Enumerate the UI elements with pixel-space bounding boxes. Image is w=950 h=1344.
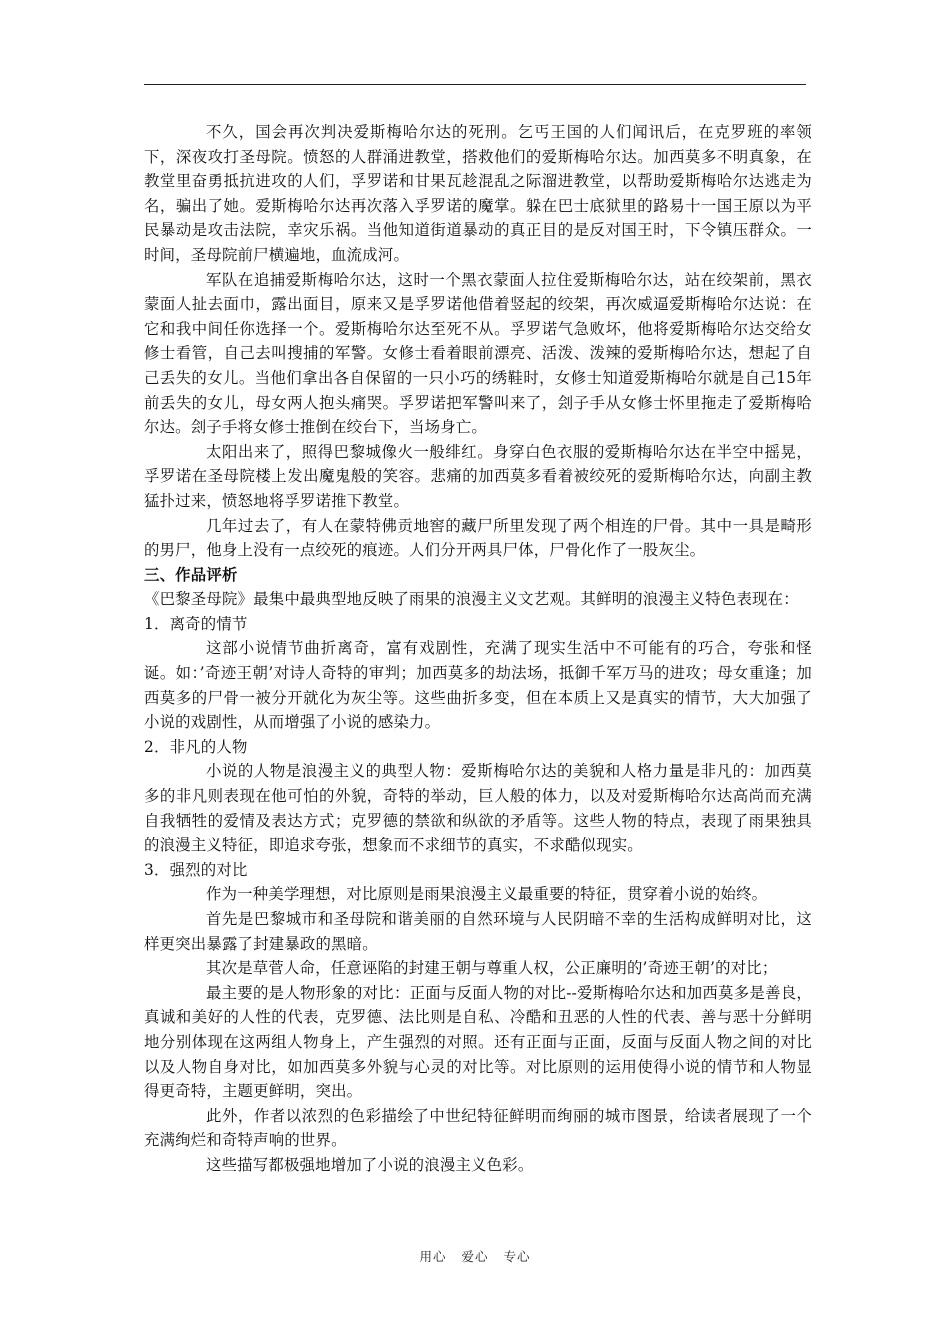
paragraph: 最主要的是人物形象的对比：正面与反面人物的对比--爱斯梅哈尔达和加西莫多是善良，真诚和美好的人性的代表，克罗德、法比则是自私、冷酷和丑恶的人性的代表、善与恶十分鲜明地分别体现在这两组人物身上，产生强烈的对照。还有正面与正面，反面与反面人物之间的对比以及人物自身对比，如加西莫多外貌与心灵的对比等。对比原则的运用使得小说的情节和人物显得更奇特，主题更鲜明，突出。 bbox=[144, 983, 812, 1101]
page-footer: 用心 爱心 专心 bbox=[419, 1249, 531, 1264]
subsection-title: 1．离奇的情节 bbox=[144, 614, 248, 633]
paragraph: 军队在追捕爱斯梅哈尔达，这时一个黑衣蒙面人拉住爱斯梅哈尔达，站在绞架前，黑衣蒙面人扯去面巾，露出面目，原来又是孚罗诺他借着竖起的绞架，再次威逼爱斯梅哈尔达说：在它和我中间任你选择一个。爱斯梅哈尔达至死不从。孚罗诺气急败坏，他将爱斯梅哈尔达交给女修士看管，自己去叫搜捕的军警。女修士看着眼前漂亮、活泼、泼辣的爱斯梅哈尔达，想起了自己丢失的女儿。当他们拿出各自保留的一只小巧的绣鞋时，女修士知道爱斯梅哈尔就是自己15年前丢失的女儿，母女两人抱头痛哭。孚罗诺把军警叫来了，刽子手从女修士怀里拖走了爱斯梅哈尔达。刽子手将女修士推倒在绞台下，当场身亡。 bbox=[144, 270, 812, 437]
section-intro: 《巴黎圣母院》最集中最典型地反映了雨果的浪漫主义文艺观。其鲜明的浪漫主义特色表现在： bbox=[144, 590, 799, 609]
paragraph: 几年过去了，有人在蒙特佛贡地窖的藏尸所里发现了两个相连的尸骨。其中一具是畸形的男尸，他身上没有一点绞死的痕迹。人们分开两具尸体，尸骨化作了一股灰尘。 bbox=[144, 516, 812, 560]
header-rule bbox=[144, 84, 806, 85]
subsection-title: 2．非凡的人物 bbox=[144, 737, 248, 756]
subsection-title: 3．强烈的对比 bbox=[144, 860, 248, 879]
paragraph: 其次是草菅人命，任意诬陷的封建王朝与尊重人权，公正廉明的’奇迹王朝’的对比； bbox=[206, 959, 778, 978]
paragraph: 小说的人物是浪漫主义的典型人物：爱斯梅哈尔达的美貌和人格力量是非凡的：加西莫多的非凡则表现在他可怕的外貌，奇特的举动，巨人般的体力，以及对爱斯梅哈尔达高尚而充满自我牺牲的爱情及表达方式；克罗德的禁欲和纵欲的矛盾等。这些人物的特点，表现了雨果独具的浪漫主义特征，即追求夸张，想象而不求细节的真实，不求酷似现实。 bbox=[144, 762, 812, 855]
paragraph: 不久，国会再次判决爱斯梅哈尔达的死刑。乞丐王国的人们闻讯后，在克罗班的率领下，深夜攻打圣母院。愤怒的人群涌进教堂，搭救他们的爱斯梅哈尔达。加西莫多不明真象，在教堂里奋勇抵抗进攻的人们，孚罗诺和甘果瓦趁混乱之际溜进教堂，以帮助爱斯梅哈尔达逃走为名，骗出了她。爱斯梅哈尔达再次落入孚罗诺的魔掌。躲在巴士底狱里的路易十一国王原以为平民暴动是攻击法院，幸灾乐祸。当他知道街道暴动的真正目的是反对国王时，下令镇压群众。一时间，圣母院前尸横遍地，血流成河。 bbox=[144, 123, 812, 264]
paragraph: 作为一种美学理想，对比原则是雨果浪漫主义最重要的特征，贯穿着小说的始终。 bbox=[206, 885, 768, 904]
section-heading: 三、作品评析 bbox=[144, 565, 238, 584]
paragraph: 这部小说情节曲折离奇，富有戏剧性，充满了现实生活中不可能有的巧合，夸张和怪诞。如：’奇迹王朝’对诗人奇特的审判；加西莫多的劫法场，抵御千军万马的进攻；母女重逢；加西莫多的尸骨一被分开就化为灰尘等。这些曲折多变，但在本质上又是真实的情节，大大加强了小说的戏剧性，从而增强了小说的感染力。 bbox=[144, 639, 812, 732]
document-body bbox=[144, 120, 812, 1178]
paragraph: 这些描写都极强地增加了小说的浪漫主义色彩。 bbox=[206, 1155, 534, 1174]
paragraph: 此外，作者以浓烈的色彩描绘了中世纪特征鲜明而绚丽的城市图景，给读者展现了一个充满绚烂和奇特声响的世界。 bbox=[144, 1106, 812, 1150]
paragraph: 太阳出来了，照得巴黎城像火一般绯红。身穿白色衣服的爱斯梅哈尔达在半空中摇晃，孚罗诺在圣母院楼上发出魔鬼般的笑容。悲痛的加西莫多看着被绞死的爱斯梅哈尔达，向副主教猛扑过来，愤怒地将孚罗诺推下教堂。 bbox=[144, 442, 812, 510]
paragraph: 首先是巴黎城市和圣母院和谐美丽的自然环境与人民阴暗不幸的生活构成鲜明对比，这样更突出暴露了封建暴政的黑暗。 bbox=[144, 910, 812, 953]
